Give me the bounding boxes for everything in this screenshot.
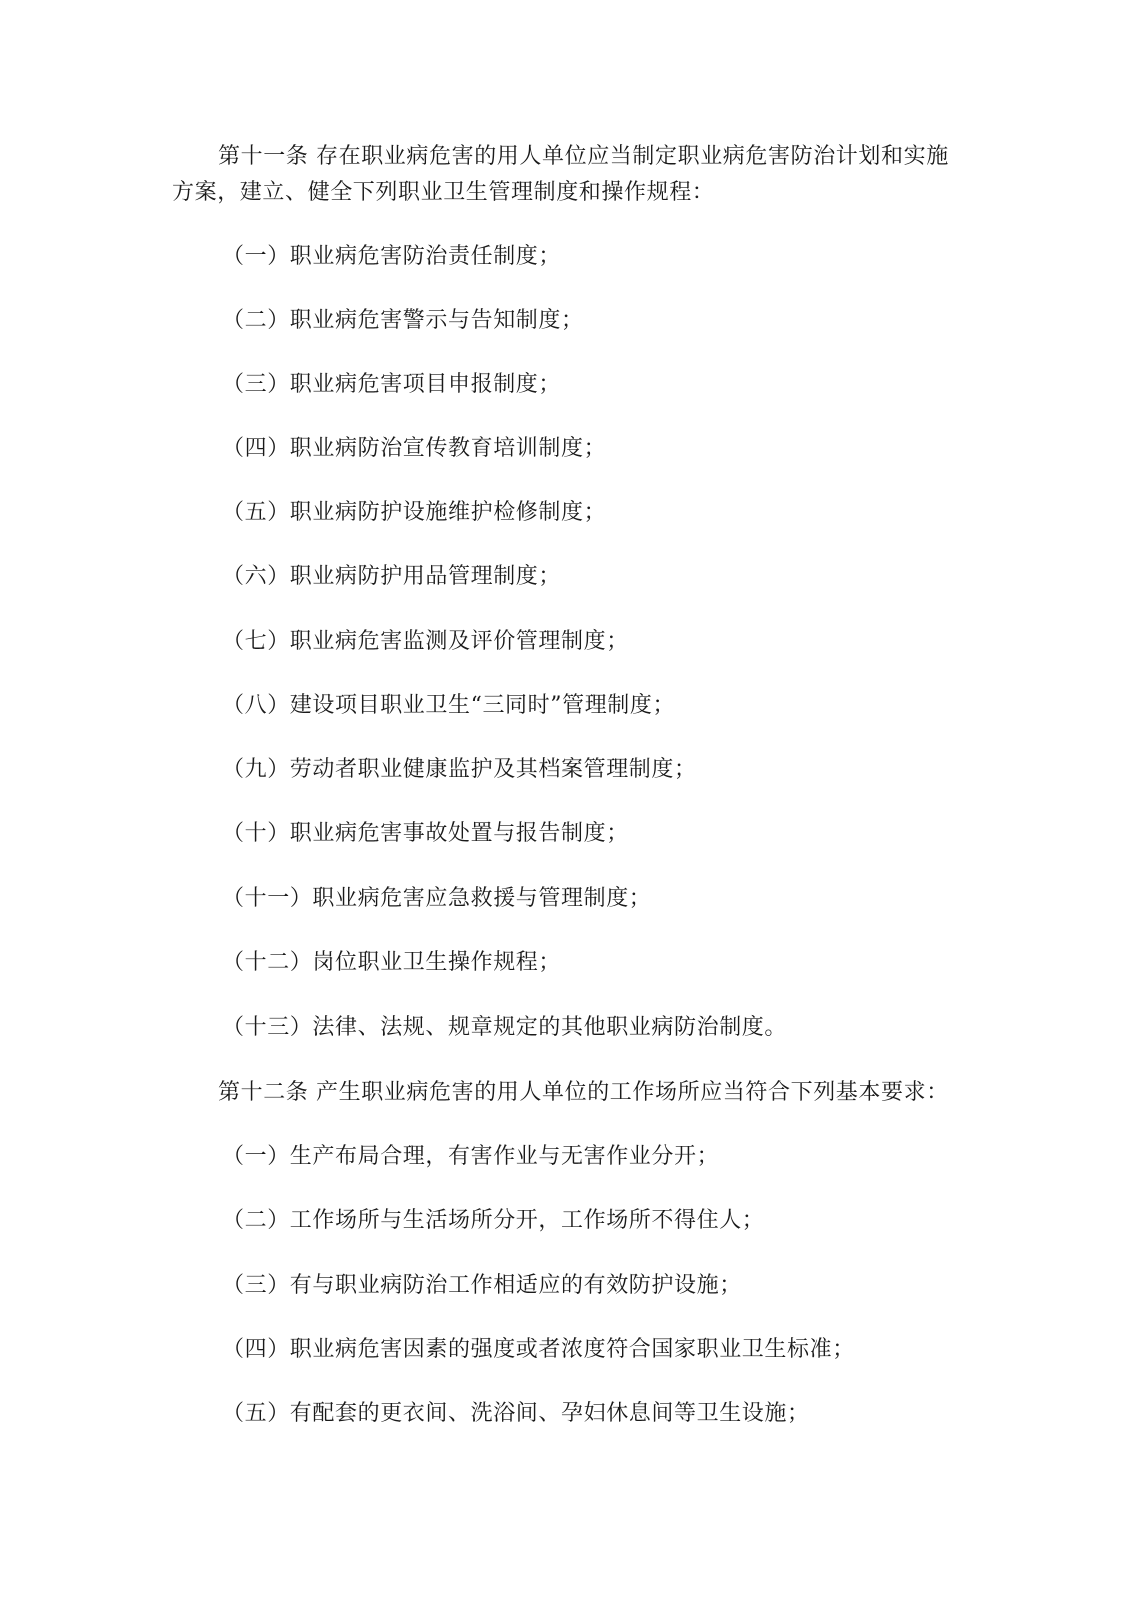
article-11-item-12: （十二）岗位职业卫生操作规程； [222, 950, 562, 975]
article-11-line-1: 第十一条 存在职业病危害的用人单位应当制定职业病危害防治计划和实施 [218, 144, 949, 169]
article-11-item-1: （一）职业病危害防治责任制度； [222, 244, 562, 269]
article-11-item-2: （二）职业病危害警示与告知制度； [222, 308, 584, 333]
article-12-line-1: 第十二条 产生职业病危害的用人单位的工作场所应当符合下列基本要求： [218, 1080, 949, 1105]
article-11-item-8: （八）建设项目职业卫生“三同时”管理制度； [222, 693, 676, 718]
article-11-line-2: 方案，建立、健全下列职业卫生管理制度和操作规程： [172, 180, 715, 205]
article-11-item-4: （四）职业病防治宣传教育培训制度； [222, 436, 607, 461]
article-11-item-11: （十一）职业病危害应急救援与管理制度； [222, 886, 652, 911]
article-11-item-6: （六）职业病防护用品管理制度； [222, 564, 562, 589]
article-12-item-4: （四）职业病危害因素的强度或者浓度符合国家职业卫生标准； [222, 1337, 855, 1362]
article-11-item-13: （十三）法律、法规、规章规定的其他职业病防治制度。 [222, 1015, 788, 1040]
article-11-item-10: （十）职业病危害事故处置与报告制度； [222, 821, 629, 846]
article-11-item-5: （五）职业病防护设施维护检修制度； [222, 500, 607, 525]
article-12-item-3: （三）有与职业病防治工作相适应的有效防护设施； [222, 1273, 742, 1298]
article-12-item-2: （二）工作场所与生活场所分开，工作场所不得住人； [222, 1208, 765, 1233]
article-12-item-5: （五）有配套的更衣间、洗浴间、孕妇休息间等卫生设施； [222, 1401, 810, 1426]
article-11-item-7: （七）职业病危害监测及评价管理制度； [222, 629, 629, 654]
article-11-item-3: （三）职业病危害项目申报制度； [222, 372, 562, 397]
article-12-item-1: （一）生产布局合理，有害作业与无害作业分开； [222, 1144, 720, 1169]
article-11-item-9: （九）劳动者职业健康监护及其档案管理制度； [222, 757, 697, 782]
